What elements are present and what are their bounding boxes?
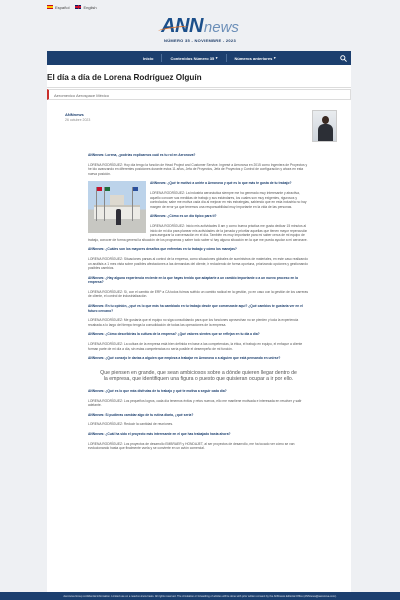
chevron-down-icon: ▾ (215, 56, 218, 60)
nav-item-inicio[interactable] (47, 51, 161, 65)
logo-wordmark (150, 14, 250, 36)
chevron-down-icon: ▾ (273, 56, 276, 60)
logo-ann: ANN (161, 15, 203, 37)
flag-pole (132, 187, 133, 221)
question-paragraph: ANNnews: Lorena, ¿podrías explicarnos cuál es tu rol en Aeronova? (88, 153, 196, 157)
question-paragraph: ANNnews: ¿Cuáles son los mayores desafíos que enfrentas en tu trabajo y cómo los manejas? (88, 247, 237, 252)
question-paragraph: ANNnews: ¿Qué te motivó a unirte a Aeronova y qué es lo que más te gusta de tu trabajo? (150, 181, 292, 186)
question-paragraph: ANNnews: ¿Cómo es un día típico para ti? (150, 214, 217, 219)
article-title: El día a día de Lorena Rodríguez Olguín (47, 73, 202, 82)
search-icon[interactable] (340, 55, 347, 62)
flag-icon (97, 187, 102, 191)
main-nav (47, 51, 351, 65)
flag-pole (104, 187, 105, 221)
photo-head (322, 116, 329, 124)
answer-paragraph: LORENA RODRÍGUEZ: Sí, con el cambio de ERP a CA todos fuimos sufrido un cambio radical en la gestión, yo en caso con la gestión de los carreras de cliente, el control de industrialización. (88, 289, 309, 299)
spain-flag-icon (47, 5, 53, 9)
issue-label: NÚMERO 35 - NOVIEMBRE - 2023 (164, 38, 236, 43)
photo-person (116, 209, 121, 225)
category-bar (47, 89, 351, 100)
nav-item-numeros-anteriores[interactable] (235, 51, 284, 65)
question-paragraph: ANNnews: ¿Cuál ha sido el proyecto más interesante en el que has trabajado hasta ahora? (88, 431, 231, 436)
answer-paragraph: LORENA RODRÍGUEZ: Reducir la cantidad de reuniones. (88, 422, 174, 427)
language-bar (47, 3, 97, 11)
logo-news: news (203, 19, 239, 36)
nav-divider (226, 54, 227, 62)
article-body (88, 153, 309, 456)
building-photo (88, 181, 146, 233)
question-paragraph: ANNnews: ¿Hay alguna experiencia reciente en la que hayas tenido que adaptarte a un cambio importante o a un nuevo proceso en la empresa? (88, 275, 298, 285)
answer-paragraph: LORENA RODRÍGUEZ: Me gustaría que el equipo no siga consolidando para que los funciones aprovechan no se pierden y toda la experiencia recabada a lo largo del tiempo tenga la consolidación de todas las operaciones de la empresa. (88, 318, 299, 327)
nav-divider (161, 54, 162, 62)
question-paragraph: ANNnews: ¿Cómo describirías la cultura de la empresa? ¿Qué valores sientes que se reflejan en tu día a día? (88, 332, 260, 337)
question-paragraph: ANNnews: En tu opinión, ¿qué es lo que más ha cambiado en tu trabajo desde que comenzaste aquí? ¿Qué cambios te gustaría ver en el futuro cercano? (88, 304, 303, 313)
category-label[interactable]: Aeromexico Aerospace México (54, 92, 109, 98)
site-logo[interactable] (150, 14, 250, 43)
answer-paragraph: LORENA RODRÍGUEZ: Situaciones parsas al control de la empresa, como situaciones globales de suministros de materiales, en este caso realizando un análisis a 1 mes vista sobre posibles afectaciones a las demandas del cliente, ir reduciendo de forma oportuna, priorizando opciones y gestionando posibles cambios. (88, 256, 308, 271)
answer-paragraph: LORENA RODRÍGUEZ: Los proyectos de desarrollo EMBRAER y HONDAJET, al ser proyectos de desarrollo, me ha tocado ver cómo se van evolucionando hasta que finalmente vuela y se convierte en un avión comercial. (88, 441, 295, 451)
interviewee-photo (312, 110, 337, 142)
answer-paragraph: LORENA RODRÍGUEZ: La industria aeronáutica siempre me ha generado muy interesante y atractiva, aquello conocer sus medidas de trabajo y sus estándares, los cuales son muy exigentes, rigurosos y controlados; sabe me motiva cada día al mejorar en mis estrategias, sabiendo que en esta industria no hay margen de error ya que tenemos una responsabilidad muy importante en la vida de las personas. (150, 190, 307, 209)
publish-date: 26 octubre 2023 (65, 118, 91, 122)
question-paragraph: ANNnews: ¿Qué consejo le darías a alguien que empieza a trabajar en Aeronova o a alguien que está pensando en unirse? (88, 356, 281, 361)
lang-spanish-label: Español (55, 4, 70, 10)
lang-spanish[interactable] (47, 5, 69, 10)
lang-english[interactable] (75, 5, 96, 10)
nav-item-label: Números anteriores (234, 55, 273, 61)
question-paragraph: ANNnews: Si pudieras cambiar algo de tu rutina diaria, ¿qué sería? (88, 412, 194, 417)
title-divider (47, 87, 351, 88)
uk-flag-icon (75, 5, 81, 9)
article-card (47, 65, 351, 595)
pull-quote: Que piensen en grande, que sean ambiciosos sobre a dónde quieren llegar dentro de la empresa, que identifiquen una figura o puesto que quisieran ocupar a ir por ello. (100, 369, 297, 383)
flag-icon (133, 187, 138, 191)
flag-icon (105, 187, 110, 191)
answer-paragraph: LORENA RODRÍGUEZ: Los pequeños logros, cada día tenemos éxitos y retos nuevos, ello me mantiene motivada e interesada en resolver y salir adelante. (88, 398, 302, 408)
lang-english-label: English (83, 4, 97, 10)
nav-item-label: Inicio (143, 55, 154, 61)
author-name[interactable]: ANNnews (65, 112, 84, 117)
answer-paragraph: LORENA RODRÍGUEZ: Hoy día tengo la función de Head Project and Customer Service. Ingresé a Aeronova en 2015 como Ingeniera de Proyectos y he ido avanzando en diferentes posiciones durante estos 11 años, Jefa de Proyectos, Jefa de Proyectos y Control de configuración y ahora en esta nueva posición. (88, 162, 308, 176)
answer-paragraph: LORENA RODRÍGUEZ: Inicio mis actividades 8 am y como buena práctica me gusta dedicar 15 minutos al inicio de mi día para planear mis actividades de la jornada y prioritar aquellas que tienen mayor repercusión para asegurar la conversación en el día. También es muy importante para mí saber cerca de mi equipo de trabajo, conocer de forma general la situación de los programas y saber todo saber si hay alguna situación en la que me pueda ayudar a mi aeronave. (88, 223, 308, 242)
nav-item-contenidos[interactable] (170, 51, 225, 65)
photo-body (318, 124, 333, 142)
footer-notice: Aeronova Group confidential information. Limited use on a need-to-know basis. All rights reserved. The circulation or forwarding of articles will be done with prior written consent by the ANNnews Editorial Office (ANNnews@aeronova.com). (0, 592, 400, 600)
answer-paragraph: LORENA RODRÍGUEZ: La cultura de la empresa está bien definida en base a las competencias, la ética, el trabajo en equipo, el enfoque a cliente forman parte de mi día a día, sin estas competencias no sería posible el desempeño de mi función. (88, 342, 303, 351)
nav-item-label: Contenidos Número 35 (170, 55, 215, 61)
flag-pole (96, 187, 97, 221)
question-paragraph: ANNnews: ¿Qué es lo que más disfrutas de tu trabajo y qué te motiva a seguir cada día? (88, 389, 227, 393)
